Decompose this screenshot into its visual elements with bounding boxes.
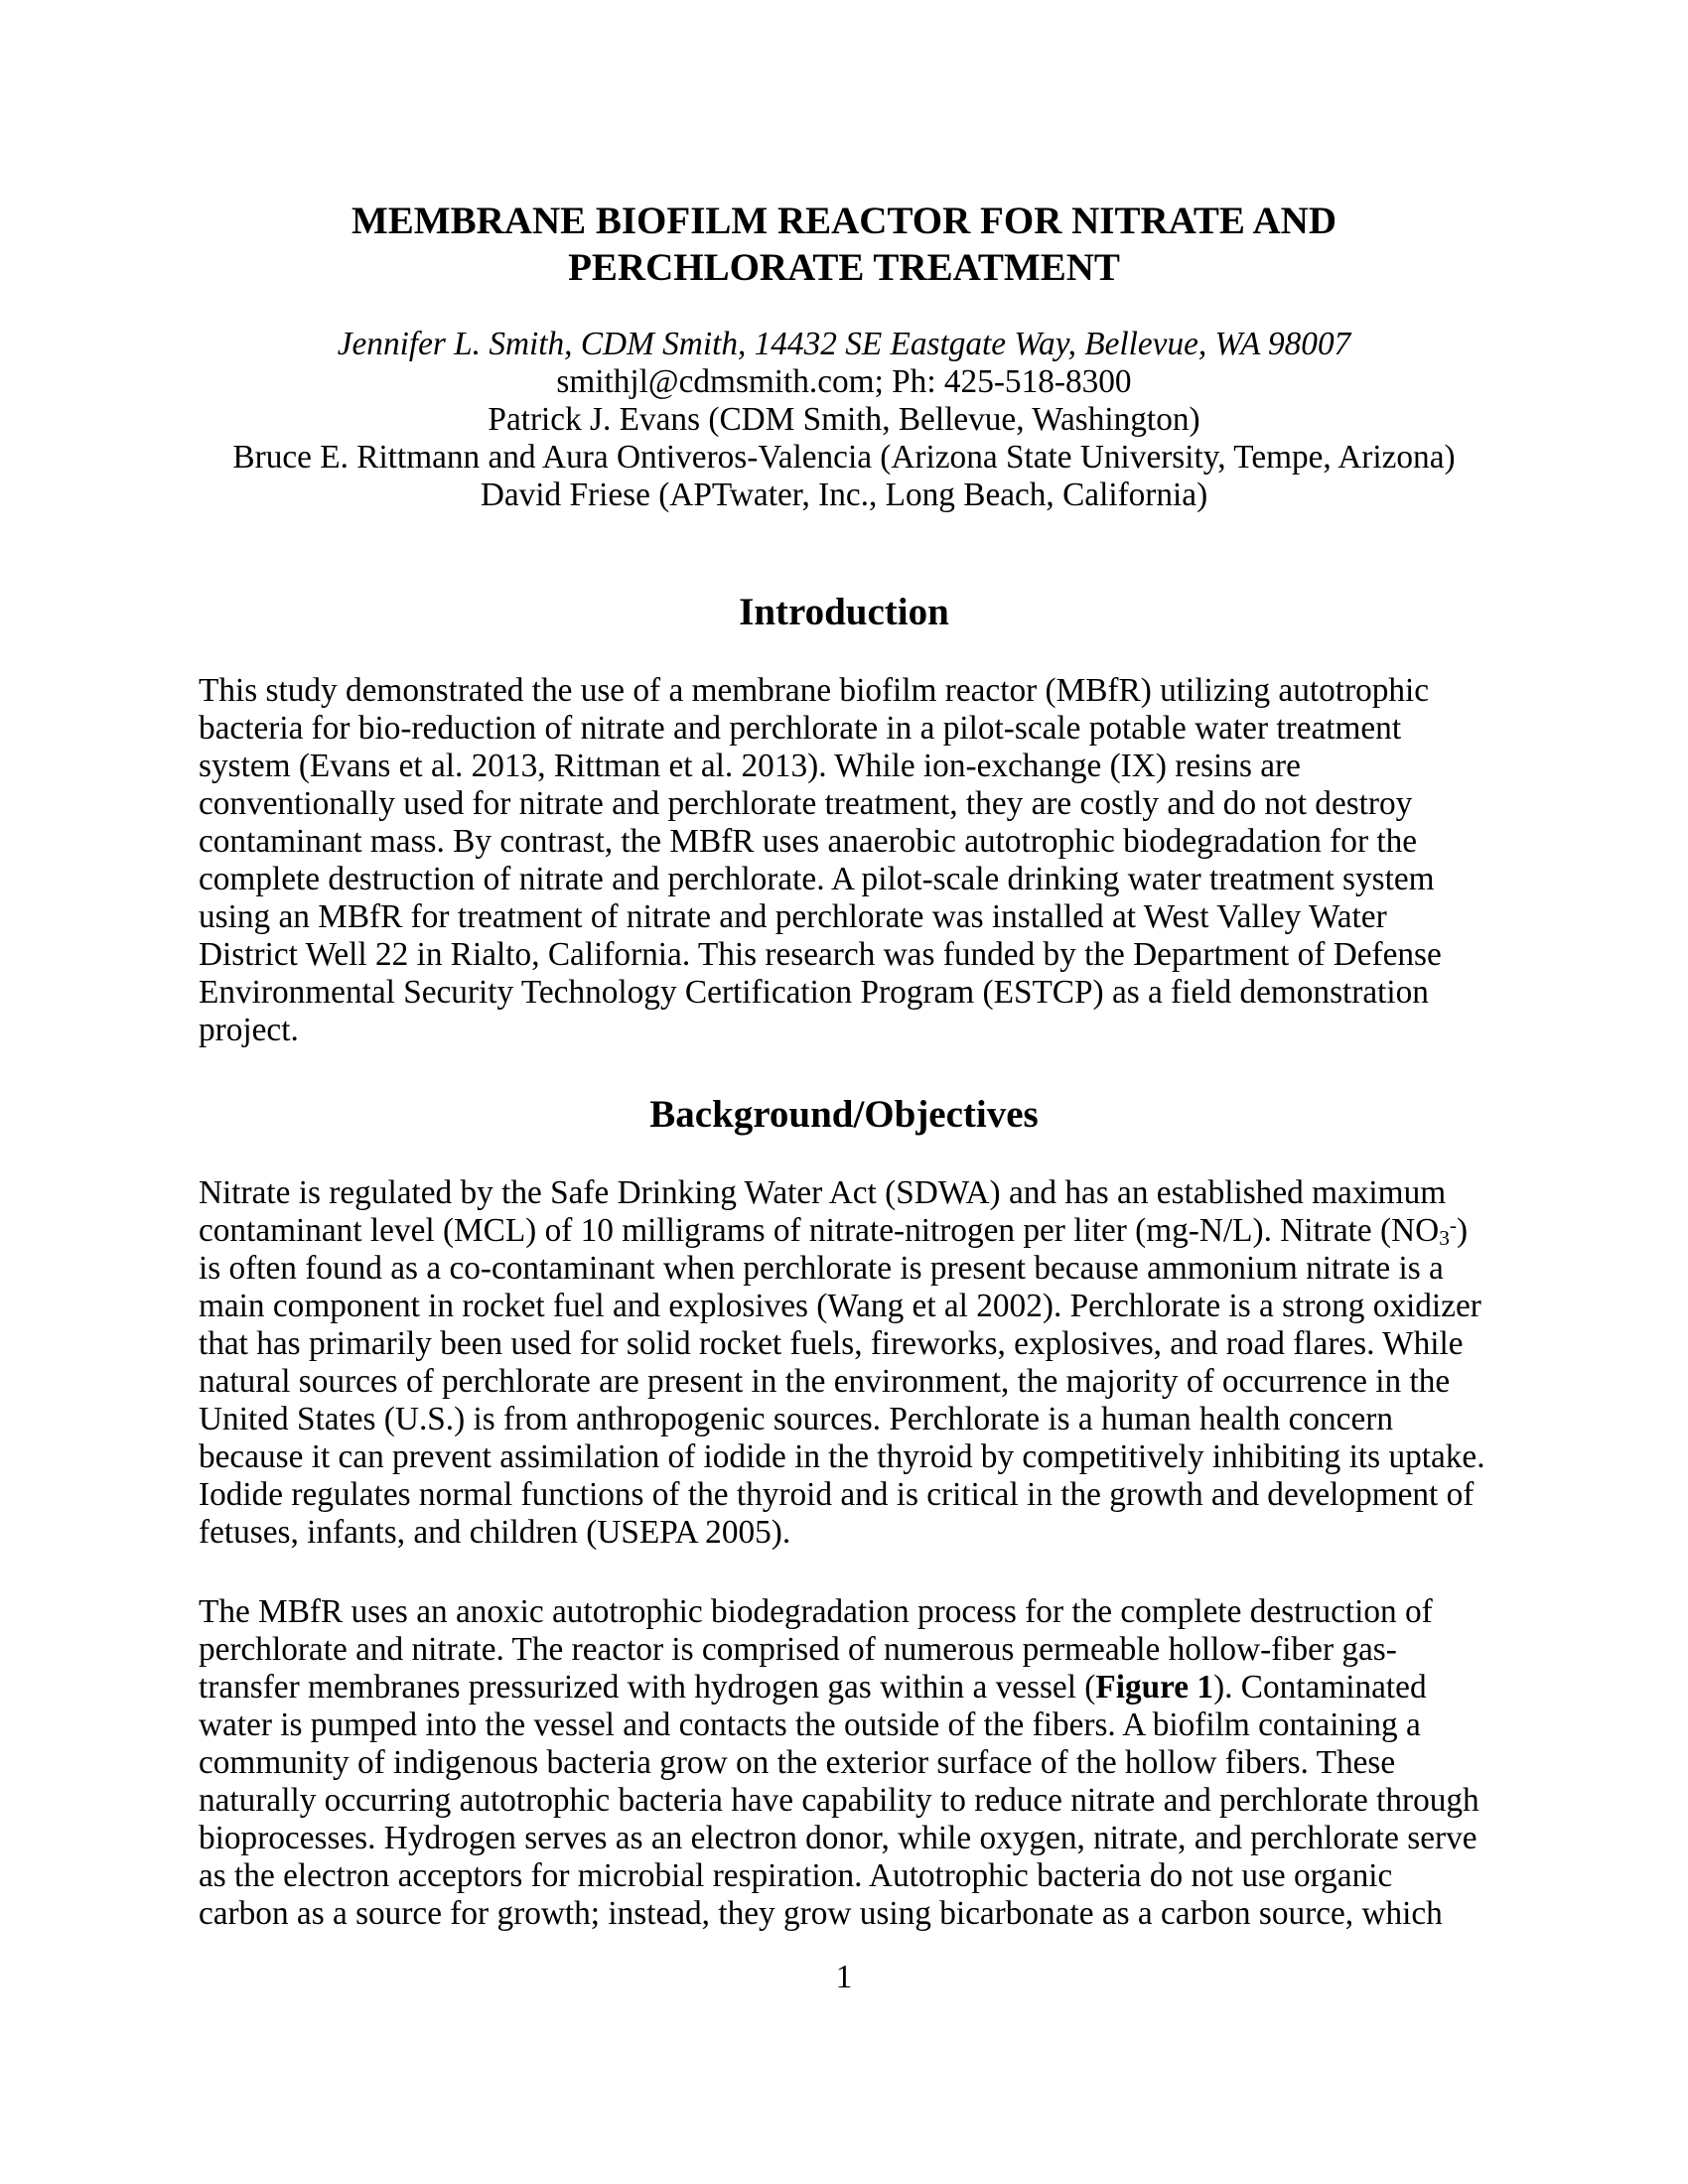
author-line: Bruce E. Rittmann and Aura Ontiveros-Valencia (Arizona State University, Tempe, Arizona) <box>232 439 1456 476</box>
paragraph: This study demonstrated the use of a membrane biofilm reactor (MBfR) utilizing autotrophic bacteria for bio-reduction of nitrate and perchlorate in a pilot-scale potable water treatment system (Evans et al. 2013, Rittman et al. 2013). While ion-exchange (IX) resins are conventionally used for nitrate and perchlorate treatment, they are costly and do not destroy contaminant mass. By contrast, the MBfR uses anaerobic autotrophic biodegradation for the complete destruction of nitrate and perchlorate. A pilot-scale drinking water treatment system using an MBfR for treatment of nitrate and perchlorate was installed at West Valley Water District Well 22 in Rialto, California. This research was funded by the Department of Defense Environmental Security Technology Certification Program (ESTCP) as a field demonstration project. <box>199 672 1442 1048</box>
author-block <box>199 326 1489 514</box>
section-heading: Introduction <box>739 591 949 633</box>
author-line: David Friese (APTwater, Inc., Long Beach, California) <box>480 477 1208 513</box>
paragraph: The MBfR uses an anoxic autotrophic biodegradation process for the complete destruction of perchlorate and nitrate. The reactor is comprised of numerous permeable hollow-fiber gas-transfer membranes pressurized with hydrogen gas within a vessel (Figure 1). Contaminated water is pumped into the vessel and contacts the outside of the fibers. A biofilm containing a community of indigenous bacteria grow on the exterior surface of the hollow fibers. These naturally occurring autotrophic bacteria have capability to reduce nitrate and perchlorate through bioprocesses. Hydrogen serves as an electron donor, while oxygen, nitrate, and perchlorate serve as the electron acceptors for microbial respiration. Autotrophic bacteria do not use organic carbon as a source for growth; instead, they grow using bicarbonate as a carbon source, which <box>199 1593 1479 1932</box>
page-content <box>199 0 1489 1975</box>
author-line: Jennifer L. Smith, CDM Smith, 14432 SE Eastgate Way, Bellevue, WA 98007 <box>337 326 1351 362</box>
title-line-2: PERCHLORATE TREATMENT <box>568 246 1120 289</box>
document-body <box>199 589 1489 1933</box>
paragraph: Nitrate is regulated by the Safe Drinking Water Act (SDWA) and has an established maximum contaminant level (MCL) of 10 milligrams of nitrate-nitrogen per liter (mg-N/L). Nitrate $(NO_3^-)$ is often found as a co-contaminant when perchlorate is present because ammonium nitrate is a main component in rocket fuel and explosives (Wang et al 2002). Perchlorate is a strong oxidizer that has primarily been used for solid rocket fuels, fireworks, explosives, and road flares. While natural sources of perchlorate are present in the environment, the majority of occurrence in the United States (U.S.) is from anthropogenic sources. Perchlorate is a human health concern because it can prevent assimilation of iodide in the thyroid by competitively inhibiting its uptake. Iodide regulates normal functions of the thyroid and is critical in the growth and development of fetuses, infants, and children (USEPA 2005). <box>199 1174 1485 1551</box>
author-line: smithjl@cdmsmith.com; Ph: 425-518-8300 <box>556 363 1132 400</box>
title-line-1: MEMBRANE BIOFILM REACTOR FOR NITRATE AND <box>351 200 1337 242</box>
section-heading: Background/Objectives <box>649 1093 1039 1136</box>
page-number: 1 <box>835 1959 853 1995</box>
author-line: Patrick J. Evans (CDM Smith, Bellevue, Washington) <box>488 401 1200 438</box>
document-title <box>199 198 1489 291</box>
